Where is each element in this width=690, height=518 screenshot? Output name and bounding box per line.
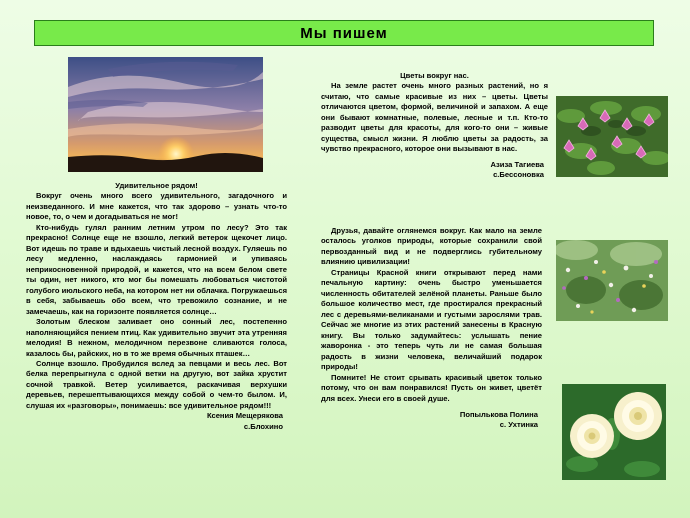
page-banner xyxy=(34,20,654,46)
article-red-book xyxy=(321,226,542,431)
article-paragraph: Вокруг очень много всего удивительного, загадочного и неизведанного. И мне кажется, что так здорово – узнать что-то новое, то, о чем и догадываться не мог! xyxy=(26,191,287,222)
article-place: с.Блохино xyxy=(243,421,283,431)
article-title: Цветы вокруг нас. xyxy=(400,71,469,80)
article-paragraph: Страницы Красной книги открывают перед нами печальную картину: очень быстро уменьшается численность обитателей зелёной планеты. Раньше было большое количество мест, где простирался прекрасный лес с деревьями-великанами и густыми зарослями трав. Сейчас же многие из этих растений занесены в Красную книгу. Вы только задумайтесь: услышать пение жаворонка - это теперь чуть ли не самая большая радость в жизни человека, величайший подарок природы! xyxy=(321,267,542,372)
article-paragraph: Золотым блеском заливает оно сонный лес, постепенно наполняющийся пением птиц. Как удивительно звучит эта утренняя мелодия! В нежном, мелодичном перезвоне сливаются голоса, казалось бы, райских, но в то же время обычных пташек… xyxy=(26,317,287,358)
sunset-image xyxy=(68,57,263,172)
article-amazing-nearby xyxy=(26,181,287,432)
article-place: с. Ухтинка xyxy=(499,420,538,430)
article-place: с.Бессоновка xyxy=(493,170,544,180)
page-title: Мы пишем xyxy=(300,24,388,42)
article-author: Попылькова Полина xyxy=(459,409,538,419)
article-author: Азиза Тагиева xyxy=(490,159,544,169)
article-paragraph: Друзья, давайте оглянемся вокруг. Как мало на земле осталось уголков природы, которые сохранили свой первозданный вид и не подверглись губительному влиянию цивилизации! xyxy=(321,226,542,267)
pink-flowers-image xyxy=(556,96,668,177)
article-paragraph: Кто-нибудь гулял ранним летним утром по лесу? Это так прекрасно! Солнце еще не взошло, легкий ветерок щекочет лицо. Вот идешь по траве и вдыхаешь чистый лесной воздух. Гуляешь по лесу медленно, наслаждаясь гармонией и упиваясь неприкосновенной природой, и кажется, что на всем белом свете ты один, нет никого, кто мог бы помешать любоваться чистотой голубого июльского неба, на котором нет ни облачка. Погружаешься в себя, забываешь обо всем, что тревожило сознание, и не замечаешь, как на горизонте появляется солнце… xyxy=(26,222,287,316)
article-flowers-around xyxy=(321,71,548,181)
meadow-flowers-image xyxy=(556,240,668,321)
white-roses-image xyxy=(562,384,666,480)
article-paragraph: На земле растет очень много разных растений, но я считаю, что самые красивые из них – цветы. Цветы отличаются цветом, формой, величиной и запахом. А еще они бывают комнатные, полевые, лесные и т.п. Кто-то разводит цветы для красоты, для кого-то они – живые существа, смысл жизни. Я люблю цветы за радость, за чувство прекрасного, которое они вызывают в нас. xyxy=(321,81,548,154)
article-author: Ксения Мещерякова xyxy=(206,411,283,421)
article-title: Удивительное рядом! xyxy=(115,181,198,190)
article-paragraph: Солнце взошло. Пробудился вслед за певцами и весь лес. Вот белка перепрыгнула с одной ветки на другую, вот зайка хрустит сочной травкой. Ветер усиливается, раскачивая верхушки деревьев, перешептывающихся между собой о чем-то былом. И, слушая их «разговоры», понимаешь: все удивительное рядом!!! xyxy=(26,358,287,410)
article-paragraph: Помните! Не стоит срывать красивый цветок только потому, что он вам понравился! Пусть он живет, цветёт для всех. Унеси его в своей душе. xyxy=(321,372,542,403)
